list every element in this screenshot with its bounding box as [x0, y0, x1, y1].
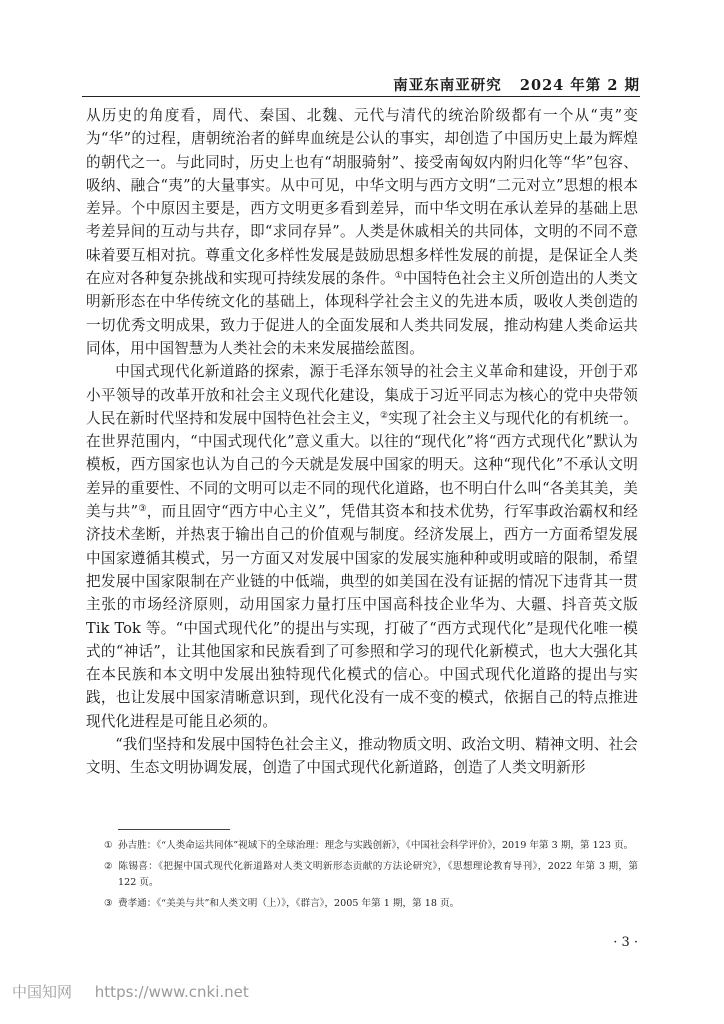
header-rule — [82, 96, 640, 97]
footnote-ref[interactable]: ① — [394, 271, 403, 282]
footnote-mark: ② — [104, 860, 113, 872]
page-number: · 3 · — [613, 935, 638, 950]
footnote — [86, 838, 638, 855]
watermark-brand: 中国知网 — [12, 983, 73, 1001]
paragraph-text: ，而且固守“西方中心主义”，凭借其资本和技术优势，行军事政治霸权和经济技术垄断，并热衷于输出自己的价值观与制度。经济发展上，西方一方面希望发展中国家遵循其模式，另一方面又对发展中国家的发展实施种种或明或暗的限制，希望把发展中国家限制在产业链的中低端，典型的如美国在没有证据的情况下违背其一贯主张的市场经济原则，动用国家力量打压中国高科技企业华为、大疆、抖音英文版 Tik Tok 等。“中国式现代化”的提出与实现，打破了“西方式现代化”是现代化唯一模式的“神话”，让其他国家和民族看到了可参照和学习的现代化新模式，也大大强化其在本民族和本文明中发展出独特现代化模式的信心。中国式现代化道路的提出与实践，也让发展中国家清晰意识到，现代化没有一成不变的模式，依据自己的特点推进现代化进程是可能且必须的。 — [86, 503, 638, 730]
paragraph — [86, 360, 638, 733]
footnote-mark: ① — [104, 840, 113, 851]
footnote — [86, 896, 638, 913]
paragraph-text: “我们坚持和发展中国特色社会主义，推动物质文明、政治文明、精神文明、社会文明、生态文明协调发展，创造了中国式现代化新道路，创造了人类文明新形 — [86, 736, 638, 777]
watermark-url: https://www.cnki.net — [94, 983, 249, 1001]
paragraph-text: 中国特色社会主义所创造出的人类文明新形态在中华传统文化的基础上，体现科学社会主义的先进本质，吸收人类创造的一切优秀文明成果，致力于促进人的全面发展和人类共同发展，推动构建人类命运共同体，用中国智慧为人类社会的未来发展描绘蓝图。 — [86, 270, 639, 357]
article-body — [86, 104, 638, 780]
footnote-separator — [118, 829, 230, 830]
footnote-ref[interactable]: ③ — [138, 504, 147, 515]
paragraph-text: 中国式现代化新道路的探索，源于毛泽东领导的社会主义革命和建设，开创于邓小平领导的改革开放和社会主义现代化建设，集成于习近平同志为核心的党中央带领人民在新时代坚持和发展中国特色社会主义， — [86, 363, 638, 427]
cnki-watermark — [12, 981, 249, 1002]
footnotes — [86, 838, 638, 916]
paragraph — [86, 104, 638, 360]
footnote-text: 孙吉胜：《“人类命运共同体”视域下的全球治理：理念与实践创新》，《中国社会科学评价》，2019 年第 3 期，第 123 页。 — [118, 840, 634, 851]
running-header — [82, 74, 640, 95]
paragraph-text: 实现了社会主义与现代化的有机统一。在世界范围内，“中国式现代化”意义重大。以往的“现代化”将“西方式现代化”默认为模板，西方国家也认为自己的今天就是发展中国家的明天。这种“现代化”不承认文明差异的重要性、不同的文明可以走不同的现代化道路，也不明白什么叫“各美其美，美美与共” — [86, 409, 638, 521]
paragraph-text: 从历史的角度看，周代、秦国、北魏、元代与清代的统治阶级都有一个从“夷”变为“华”的过程，唐朝统治者的鲜卑血统是公认的事实，却创造了中国历史上最为辉煌的朝代之一。与此同时，历史上也有“胡服骑射”、接受南匈奴内附归化等“华”包容、吸纳、融合“夷”的大量事实。从中可见，中华文明与西方文明“二元对立”思想的根本差异。个中原因主要是，西方文明更多看到差异，而中华文明在承认差异的基础上思考差异间的互动与共存，即“求同存异”。人类是休戚相关的共同体，文明的不同不意味着要互相对抗。尊重文化多样性发展是鼓励思想多样性发展的前提，是保证全人类在应对各种复杂挑战和实现可持续发展的条件。 — [86, 107, 638, 288]
footnote-text: 费孝通：《“美美与共”和人类文明（上）》，《群言》，2005 年第 1 期，第 18 页。 — [118, 897, 460, 909]
journal-title: 南亚东南亚研究 — [393, 77, 502, 94]
footnote-mark: ③ — [104, 897, 113, 909]
issue-label: 2024 年第 2 期 — [519, 77, 640, 94]
footnote-text: 陈锡喜：《把握中国式现代化新道路对人类文明新形态贡献的方法论研究》，《思想理论教育导刊》，2022 年第 3 期，第 122 页。 — [118, 860, 638, 888]
paragraph — [86, 733, 638, 780]
footnote-ref[interactable]: ② — [379, 410, 389, 421]
footnote — [86, 859, 638, 892]
